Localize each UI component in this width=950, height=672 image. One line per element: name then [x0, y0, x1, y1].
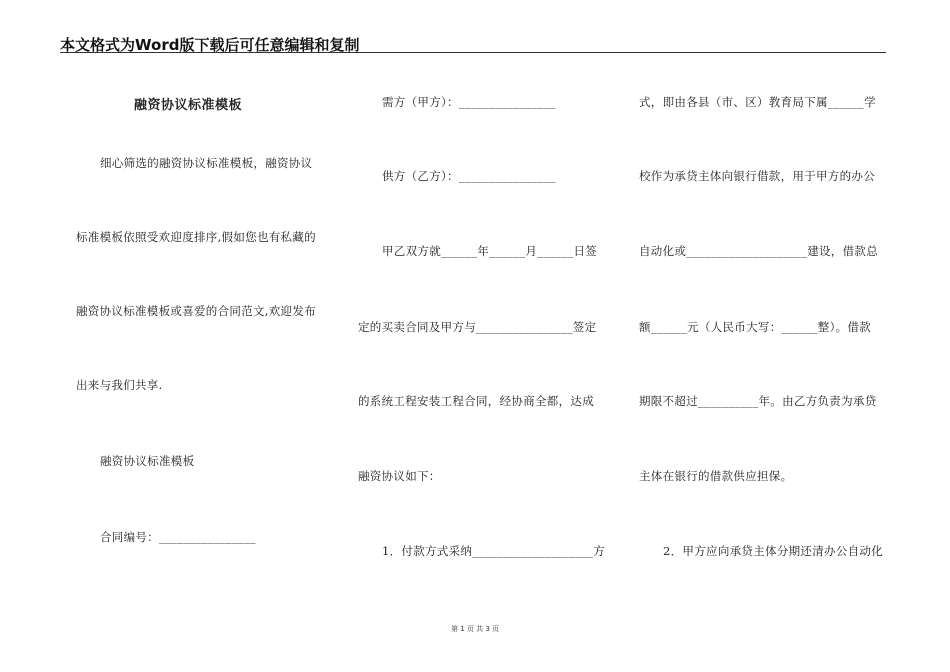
paragraph-line: 供方（乙方）：________________ — [382, 169, 556, 183]
paragraph-line: 式，即由各县（市、区）教育局下属______学 — [639, 95, 876, 109]
paragraph-line: 定的买卖合同及甲方与________________签定 — [358, 320, 597, 334]
paragraph-line: 2．甲方应向承贷主体分期还清办公自动化 — [663, 544, 884, 558]
paragraph-line: 自动化或____________________建设，借款总 — [639, 244, 878, 258]
paragraph-line: 标准模板依照受欢迎度排序,假如您也有私藏的 — [76, 230, 316, 244]
contract-number-field: 合同编号：________________ — [100, 530, 256, 544]
paragraph-line: 出来与我们共享. — [76, 378, 163, 392]
paragraph-line: 融资协议标准模板或喜爱的合同范文,欢迎发布 — [76, 304, 316, 318]
page-footer: 第 1 页 共 3 页 — [450, 625, 500, 633]
paragraph-line: 甲乙双方就______年______月______日签 — [382, 244, 598, 258]
paragraph-line: 需方（甲方）：________________ — [382, 95, 556, 109]
document-header: 本文格式为Word版下载后可任意编辑和复制 — [60, 36, 360, 54]
column-3 — [620, 0, 920, 672]
column-1 — [0, 0, 330, 672]
column-2 — [330, 0, 620, 672]
paragraph-line: 额______元（人民币大写：______整）。借款 — [639, 320, 872, 334]
paragraph-line: 主体在银行的借款供应担保。 — [639, 469, 793, 483]
document-title: 融资协议标准模板 — [134, 98, 243, 113]
paragraph-line: 期限不超过__________年。由乙方负责为承贷 — [639, 394, 877, 408]
paragraph-line: 的系统工程安装工程合同，经协商全都，达成 — [358, 394, 594, 408]
paragraph-line: 融资协议标准模板 — [100, 454, 195, 468]
paragraph-line: 校作为承贷主体向银行借款，用于甲方的办公 — [639, 169, 875, 183]
paragraph-line: 融资协议如下： — [358, 469, 441, 483]
paragraph-line: 1．付款方式采纳____________________方 — [382, 544, 606, 558]
paragraph-line: 细心筛选的融资协议标准模板，融资协议 — [100, 156, 313, 170]
